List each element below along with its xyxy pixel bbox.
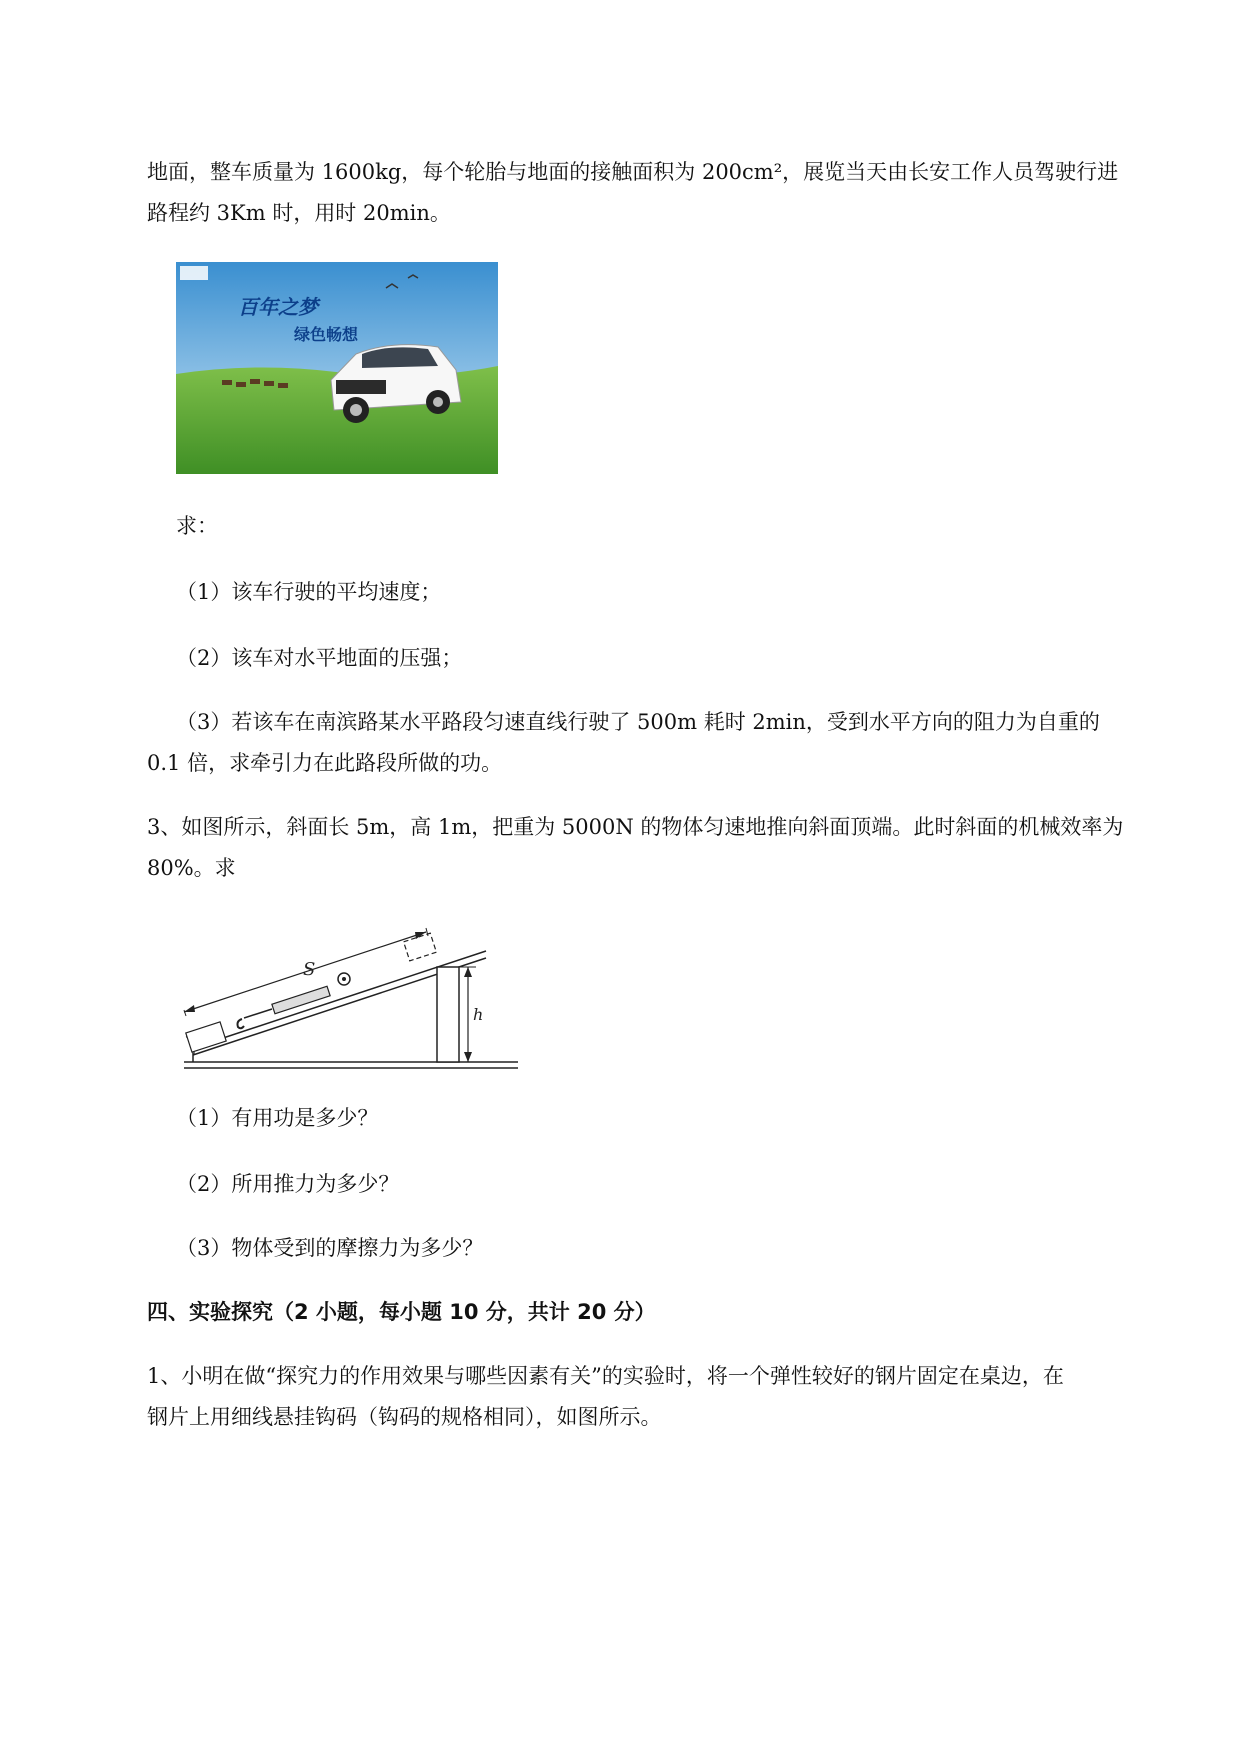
ad-slogan-text: 绿色畅想 xyxy=(294,325,359,344)
q2-part-2: （2）该车对水平地面的压强； xyxy=(176,646,463,670)
q3-line1: 3、如图所示，斜面长 5m，高 1m，把重为 5000N 的物体匀速地推向斜面顶端。此时斜面的机械效率为 xyxy=(147,815,1124,839)
q3-line2: 80%。求 xyxy=(147,856,236,880)
q2-intro-line2: 路程约 3Km 时，用时 20min。 xyxy=(147,201,451,225)
incline-diagram xyxy=(176,915,522,1075)
ad-logo-text: 百年之梦 xyxy=(238,295,318,319)
s4-q1-line1: 1、小明在做“探究力的作用效果与哪些因素有关”的实验时，将一个弹性较好的钢片固定在桌边，在 xyxy=(147,1364,1064,1388)
s4-q1-line2: 钢片上用细线悬挂钩码（钩码的规格相同），如图所示。 xyxy=(147,1405,662,1429)
q3-part-1: （1）有用功是多少？ xyxy=(176,1106,379,1130)
q2-part-3: （3）若该车在南滨路某水平路段匀速直线行驶了 500m 耗时 2min，受到水平方向的阻力为自重的 xyxy=(176,710,1100,734)
section-4-heading: 四、实验探究（2 小题，每小题 10 分，共计 20 分） xyxy=(147,1300,656,1324)
height-label: h xyxy=(473,1005,484,1024)
q2-intro-line1: 地面，整车质量为 1600kg，每个轮胎与地面的接触面积为 200cm²，展览当天由长安工作人员驾驶行进 xyxy=(147,160,1119,184)
q3-part-3: （3）物体受到的摩擦力为多少？ xyxy=(176,1236,484,1260)
q2-part-1: （1）该车行驶的平均速度； xyxy=(176,580,442,604)
q2-ask: 求： xyxy=(176,514,218,538)
length-label: S xyxy=(303,959,316,980)
car-advertisement-image xyxy=(176,262,498,474)
q3-part-2: （2）所用推力为多少？ xyxy=(176,1172,400,1196)
q2-part-3-cont: 0.1 倍，求牵引力在此路段所做的功。 xyxy=(147,751,503,775)
